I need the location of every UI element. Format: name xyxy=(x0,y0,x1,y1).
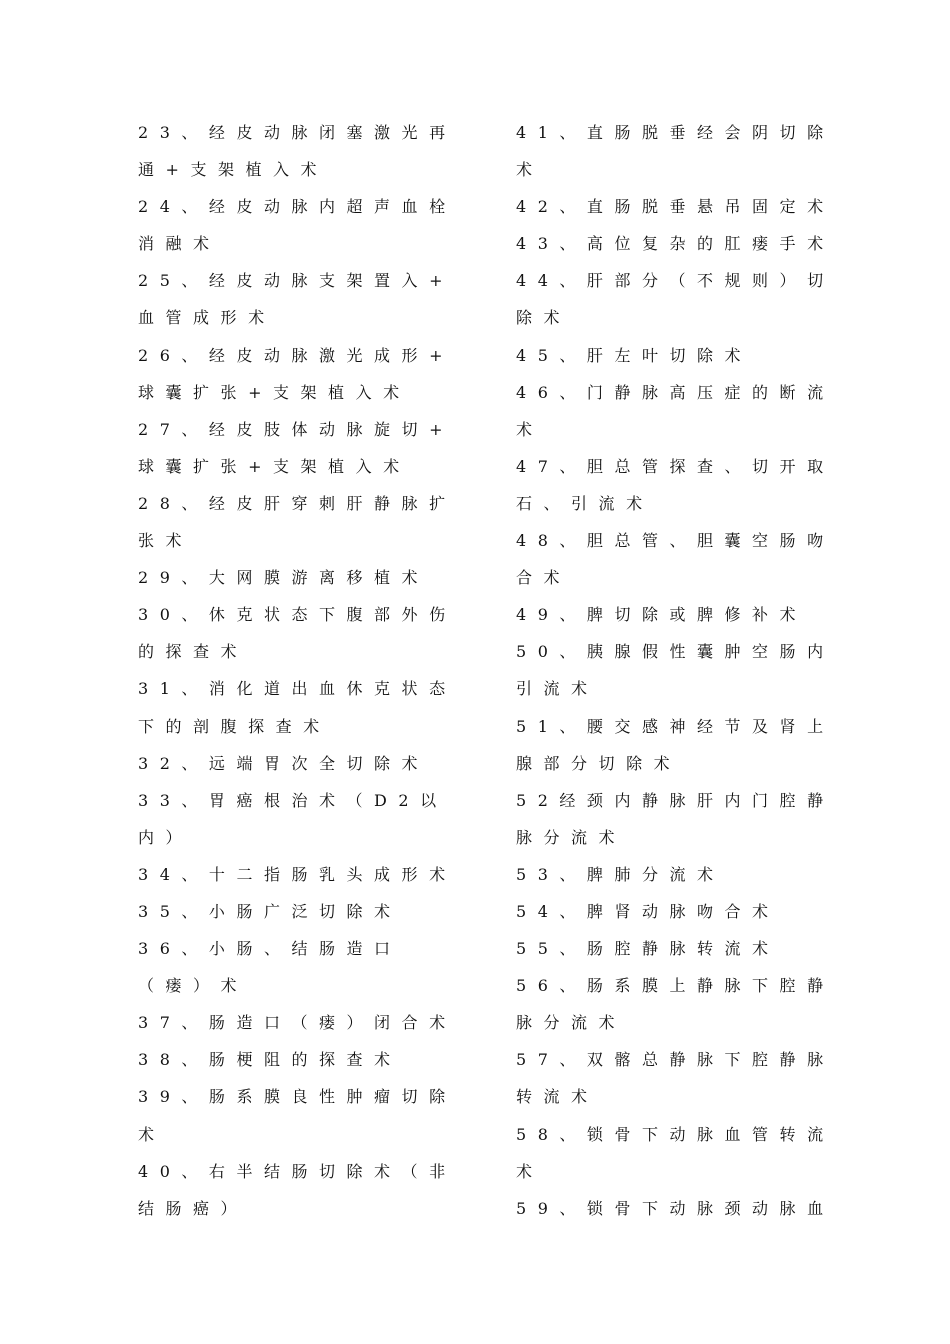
left-column-line: 34、十二指肠乳头成形术 xyxy=(138,864,457,884)
right-column-line: 57、双髂总静脉下腔静脉 xyxy=(516,1050,835,1070)
right-column-line: 45、肝左叶切除术 xyxy=(516,345,753,365)
right-column-line: 42、直肠脱垂悬吊固定术 xyxy=(516,197,835,217)
right-column-line: 52经颈内静脉肝内门腔静 xyxy=(516,790,835,810)
right-column-line: 51、腰交感神经节及肾上 xyxy=(516,716,835,736)
right-column-line: 转流术 xyxy=(516,1087,599,1107)
right-column-line: 引流术 xyxy=(516,679,599,699)
left-column-line: 下的剖腹探查术 xyxy=(138,716,331,736)
left-column-line: 通+支架植入术 xyxy=(138,160,329,180)
left-column-line: 球囊扩张+支架植入术 xyxy=(138,382,411,402)
left-column-line: 27、经皮肢体动脉旋切+ xyxy=(138,419,455,439)
right-column-line: 58、锁骨下动脉血管转流 xyxy=(516,1124,835,1144)
left-column-line: 36、小肠、结肠造口 xyxy=(138,939,402,959)
left-column-line: 32、远端胃次全切除术 xyxy=(138,753,430,773)
left-column-line: （瘘）术 xyxy=(138,976,249,996)
right-column-line: 术 xyxy=(516,160,544,180)
left-column-line: 结肠癌） xyxy=(138,1198,249,1218)
right-column-line: 44、肝部分（不规则）切 xyxy=(516,271,835,291)
left-column-line: 内） xyxy=(138,827,194,847)
right-column-line: 术 xyxy=(516,419,544,439)
left-column-line: 24、经皮动脉内超声血栓 xyxy=(138,197,457,217)
left-column-line: 33、胃癌根治术（D2以 xyxy=(138,790,448,810)
left-column-line: 的探查术 xyxy=(138,642,249,662)
left-column xyxy=(138,114,457,1227)
right-column-line: 脉分流术 xyxy=(516,1013,627,1033)
right-column-line: 石、引流术 xyxy=(516,493,654,513)
left-column-line: 40、右半结肠切除术（非 xyxy=(138,1161,457,1181)
left-column-line: 37、肠造口（瘘）闭合术 xyxy=(138,1013,457,1033)
left-column-line: 血管成形术 xyxy=(138,308,276,328)
left-column-line: 28、经皮肝穿刺肝静脉扩 xyxy=(138,493,457,513)
right-column-line: 47、胆总管探查、切开取 xyxy=(516,456,835,476)
left-column-line: 术 xyxy=(138,1124,166,1144)
right-column-line: 43、高位复杂的肛瘘手术 xyxy=(516,234,835,254)
right-column xyxy=(516,114,835,1227)
right-column-line: 49、脾切除或脾修补术 xyxy=(516,605,808,625)
right-column-line: 脉分流术 xyxy=(516,827,627,847)
left-column-line: 35、小肠广泛切除术 xyxy=(138,901,402,921)
left-column-line: 29、大网膜游离移植术 xyxy=(138,568,430,588)
right-column-line: 53、脾肺分流术 xyxy=(516,864,725,884)
right-column-line: 除术 xyxy=(516,308,572,328)
right-column-line: 46、门静脉高压症的断流 xyxy=(516,382,835,402)
left-column-line: 张术 xyxy=(138,531,194,551)
right-column-line: 合术 xyxy=(516,568,572,588)
right-column-line: 54、脾肾动脉吻合术 xyxy=(516,901,780,921)
left-column-line: 球囊扩张+支架植入术 xyxy=(138,456,411,476)
right-column-line: 56、肠系膜上静脉下腔静 xyxy=(516,976,835,996)
right-column-line: 48、胆总管、胆囊空肠吻 xyxy=(516,531,835,551)
left-column-line: 39、肠系膜良性肿瘤切除 xyxy=(138,1087,457,1107)
left-column-line: 消融术 xyxy=(138,234,221,254)
left-column-line: 23、经皮动脉闭塞激光再 xyxy=(138,123,457,142)
right-column-line: 41、直肠脱垂经会阴切除 xyxy=(516,123,835,142)
left-column-line: 26、经皮动脉激光成形+ xyxy=(138,345,455,365)
right-column-line: 腺部分切除术 xyxy=(516,753,682,773)
left-column-line: 31、消化道出血休克状态 xyxy=(138,679,457,699)
right-column-line: 55、肠腔静脉转流术 xyxy=(516,939,780,959)
left-column-line: 25、经皮动脉支架置入+ xyxy=(138,271,455,291)
right-column-line: 术 xyxy=(516,1161,544,1181)
right-column-line: 50、胰腺假性囊肿空肠内 xyxy=(516,642,835,662)
left-column-line: 38、肠梗阻的探查术 xyxy=(138,1050,402,1070)
right-column-line: 59、锁骨下动脉颈动脉血 xyxy=(516,1198,835,1218)
left-column-line: 30、休克状态下腹部外伤 xyxy=(138,605,457,625)
